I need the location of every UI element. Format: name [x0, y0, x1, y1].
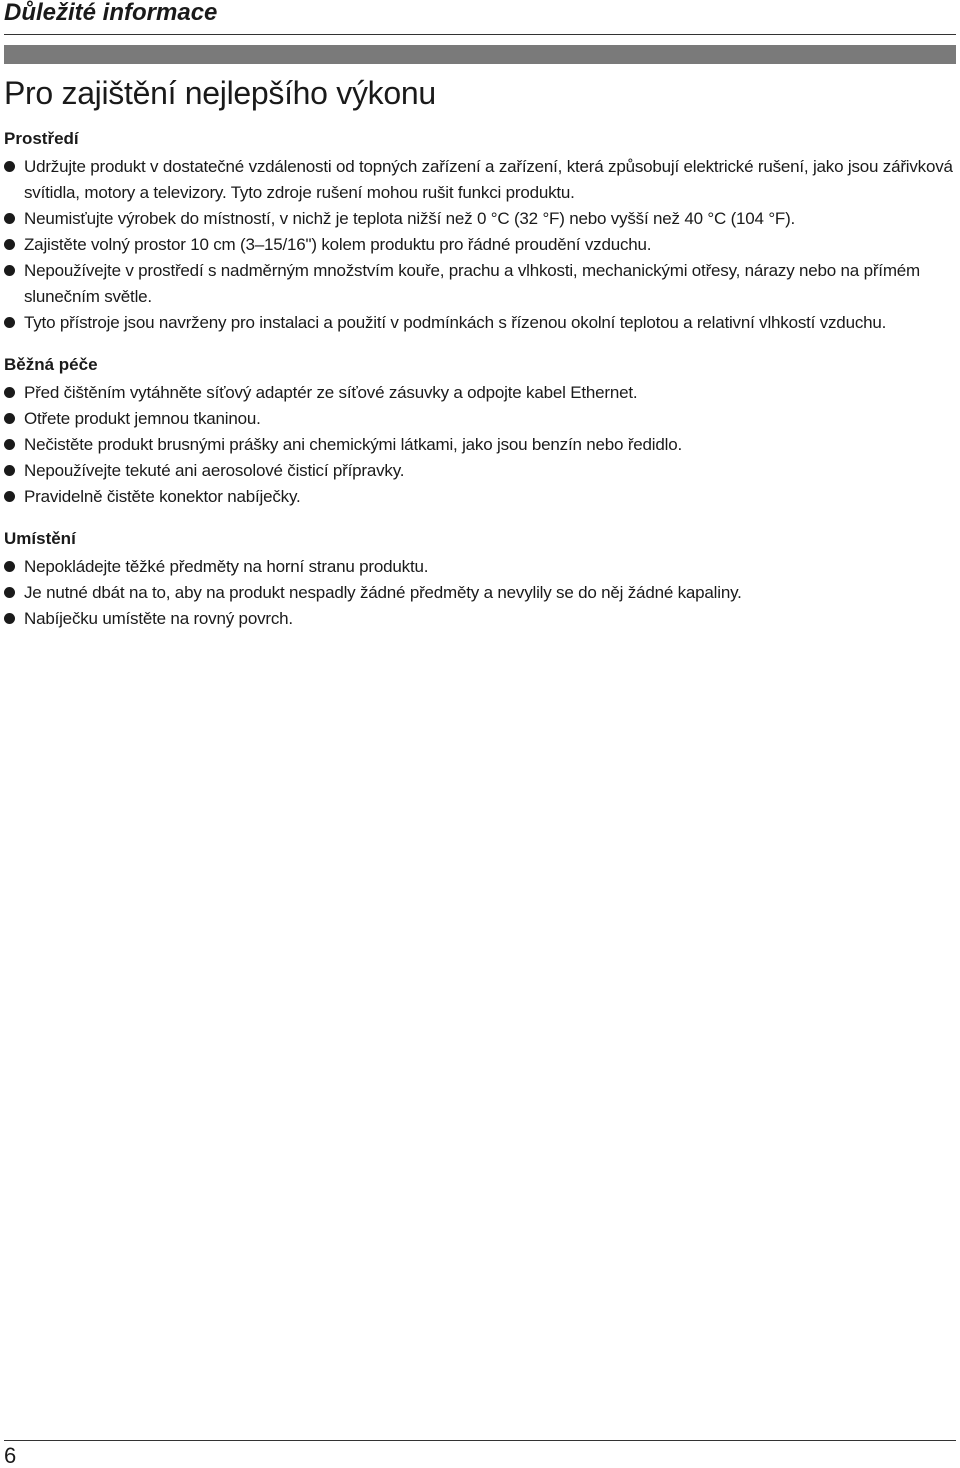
list-item-text: Před čištěním vytáhněte síťový adaptér ze síťové zásuvky a odpojte kabel Ethernet.	[24, 383, 638, 402]
bullet-dot-icon	[4, 561, 15, 572]
running-header-title: Důležité informace	[4, 0, 218, 26]
list-item-text: Tyto přístroje jsou navrženy pro instalaci a použití v podmínkách s řízenou okolní teplotou a relativní vlhkostí vzduchu.	[24, 313, 887, 332]
list-item-text: Otřete produkt jemnou tkaninou.	[24, 409, 261, 428]
list-item	[4, 580, 956, 606]
section-heading: Umístění	[4, 529, 76, 548]
header-rule-bar	[4, 45, 956, 64]
list-item	[4, 310, 956, 336]
list-item-text: Nepoužívejte v prostředí s nadměrným množstvím kouře, prachu a vlhkosti, mechanickými otřesy, nárazy nebo na přímém slunečním světle.	[24, 261, 921, 306]
list-item	[4, 154, 956, 206]
bullet-dot-icon	[4, 491, 15, 502]
list-item-text: Nečistěte produkt brusnými prášky ani chemickými látkami, jako jsou benzín nebo ředidlo.	[24, 435, 682, 454]
footer-rule	[4, 1440, 956, 1441]
list-item-text: Neumisťujte výrobek do místností, v nichž je teplota nižší než 0 °C (32 °F) nebo vyšší než 40 °C (104 °F).	[24, 209, 796, 228]
list-item	[4, 406, 956, 432]
list-item-text: Pravidelně čistěte konektor nabíječky.	[24, 487, 301, 506]
bullet-dot-icon	[4, 265, 15, 276]
bullet-dot-icon	[4, 387, 15, 398]
section-umisteni	[4, 528, 956, 632]
list-item	[4, 206, 956, 232]
page-title: Pro zajištění nejlepšího výkonu	[4, 75, 436, 111]
list-item-text: Nepoužívejte tekuté ani aerosolové čisticí přípravky.	[24, 461, 405, 480]
list-item	[4, 554, 956, 580]
list-item-text: Udržujte produkt v dostatečné vzdálenosti od topných zařízení a zařízení, která způsobují elektrické rušení, jako jsou zářivková svítidla, motory a televizory. Tyto zdroje rušení mohou rušit funkci produktu.	[24, 157, 953, 202]
bullet-list	[4, 154, 956, 336]
section-prostredi	[4, 128, 956, 336]
list-item-text: Je nutné dbát na to, aby na produkt nespadly žádné předměty a nevylily se do něj žádné kapaliny.	[24, 583, 742, 602]
content	[4, 128, 956, 632]
list-item-text: Zajistěte volný prostor 10 cm (3–15/16") kolem produktu pro řádné proudění vzduchu.	[24, 235, 652, 254]
bullet-dot-icon	[4, 465, 15, 476]
list-item-text: Nabíječku umístěte na rovný povrch.	[24, 609, 293, 628]
section-bezna-pece	[4, 354, 956, 510]
bullet-dot-icon	[4, 213, 15, 224]
bullet-dot-icon	[4, 439, 15, 450]
list-item	[4, 432, 956, 458]
page-number: 6	[4, 1443, 17, 1468]
bullet-dot-icon	[4, 587, 15, 598]
bullet-dot-icon	[4, 413, 15, 424]
section-heading: Běžná péče	[4, 355, 98, 374]
header-rule-thin	[4, 34, 956, 35]
list-item-text: Nepokládejte těžké předměty na horní stranu produktu.	[24, 557, 429, 576]
list-item	[4, 606, 956, 632]
bullet-dot-icon	[4, 239, 15, 250]
bullet-dot-icon	[4, 161, 15, 172]
list-item	[4, 458, 956, 484]
list-item	[4, 484, 956, 510]
section-heading: Prostředí	[4, 129, 79, 148]
bullet-dot-icon	[4, 317, 15, 328]
list-item	[4, 258, 956, 310]
bullet-list	[4, 554, 956, 632]
bullet-dot-icon	[4, 613, 15, 624]
bullet-list	[4, 380, 956, 510]
list-item	[4, 380, 956, 406]
list-item	[4, 232, 956, 258]
